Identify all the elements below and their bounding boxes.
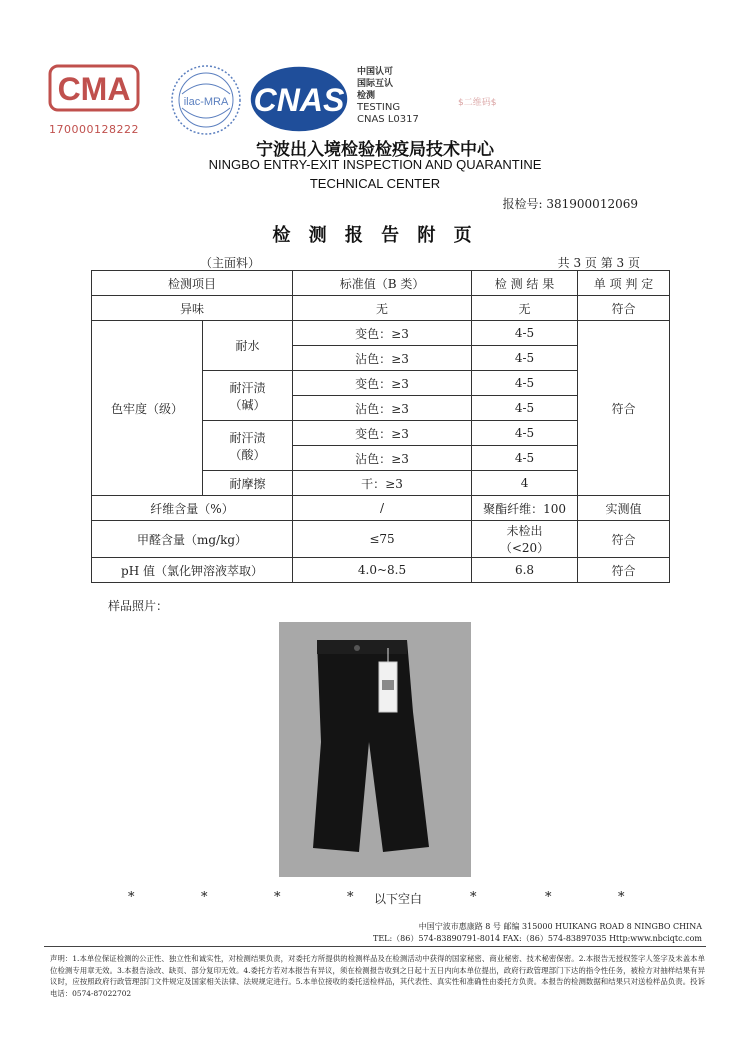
item-cell: 异味: [92, 296, 293, 321]
report-number: [503, 195, 639, 212]
standard-cell: 沾色：≥3: [293, 346, 472, 371]
result-cell: 4-5: [472, 371, 578, 396]
star-mark: *: [545, 890, 552, 905]
result-cell: 无: [472, 296, 578, 321]
cma-certificate-number: 170000128222: [49, 123, 139, 136]
end-of-content-marker: [0, 890, 750, 906]
cnas-line: 国际互认: [357, 79, 394, 89]
cma-logo: [48, 62, 140, 114]
star-mark: *: [201, 890, 208, 905]
result-cell: 4-5: [472, 346, 578, 371]
subitem-cell: [203, 421, 293, 471]
standard-cell: 变色：≥3: [293, 371, 472, 396]
item-cell: 纤维含量（%）: [92, 496, 293, 521]
footer-address: 中国宁波市惠康路 8 号 邮编 315000 HUIKANG ROAD 8 NINGBO CHINA: [418, 922, 702, 931]
ilac-mra-logo: [170, 64, 242, 136]
table-row: [92, 296, 670, 321]
table-row: [92, 521, 670, 558]
star-mark: *: [274, 890, 281, 905]
cma-logo-text: CMA: [57, 71, 131, 107]
footer-divider: [44, 946, 706, 947]
cnas-line: 中国认可: [357, 67, 394, 77]
header-cell: 标准值（B 类）: [293, 271, 472, 296]
judgement-cell: 符合: [578, 296, 670, 321]
result-line: （<20）: [499, 541, 550, 555]
header-cell: 检 测 结 果: [472, 271, 578, 296]
qr-code-placeholder: $二维码$: [458, 98, 497, 108]
standard-cell: 干：≥3: [293, 471, 472, 496]
judgement-cell: 符合: [578, 558, 670, 583]
page-count: 共 3 页 第 3 页: [557, 256, 640, 270]
footer-contact: TEL:（86）574-83890791-8014 FAX:（86）574-83897035 Http:www.nbciqtc.com: [372, 934, 702, 943]
item-cell: 色牢度（级）: [92, 321, 203, 496]
header-cell: 检测项目: [92, 271, 293, 296]
standard-cell: 沾色：≥3: [293, 396, 472, 421]
cnas-logo: [248, 64, 350, 134]
subitem-label: 耐汗渍: [229, 380, 266, 395]
judgement-cell: 实测值: [578, 496, 670, 521]
item-cell: pH 值（氯化钾溶液萃取）: [92, 558, 293, 583]
table-header-row: [92, 271, 670, 296]
subitem-cell: [203, 371, 293, 421]
report-number-value: 381900012069: [546, 197, 638, 211]
judgement-cell: 符合: [578, 321, 670, 496]
standard-cell: 沾色：≥3: [293, 446, 472, 471]
footer-disclaimer: 声明：1.本单位保证检测的公正性、独立性和诚实性，对检测结果负责，对委托方所提供的检测样品及在检测活动中获得的国家秘密、商业秘密、技术秘密保密。2.本报告无授权签字人签字及未盖本单位检测专用章无效。3.本报告涂改、缺页、部分复印无效。4.委托方若对本报告有异议，须在检测报告收到之日起十五日内向本单位提出，政府行政管理部门下达的指令性任务，被检方对抽样结果有异议时，应按照政府行政管理部门文件规定及国家相关法律、法规规定进行。5.本单位接收的委托送检样品，其代表性、真实性和准确性由委托方负责。本报告的检测数据和结果只对送检样品负责。投诉电话：0574-87022702: [50, 954, 705, 998]
subitem-label: （碱）: [229, 397, 266, 412]
table-row: [92, 496, 670, 521]
subitem-cell: 耐水: [203, 321, 293, 371]
organization-name-en-line2: TECHNICAL CENTER: [309, 176, 441, 191]
sample-photo-label: 样品照片：: [108, 599, 169, 613]
cnas-line: 检测: [357, 91, 376, 101]
sample-photo: [279, 622, 471, 877]
star-mark: *: [128, 890, 135, 905]
table-row: [92, 321, 670, 346]
ilac-logo-text: ilac-MRA: [183, 96, 229, 108]
organization-name-en-line1: NINGBO ENTRY-EXIT INSPECTION AND QUARANTINE: [208, 157, 542, 172]
star-mark: *: [618, 890, 625, 905]
header-cell: 单 项 判 定: [578, 271, 670, 296]
results-table: [91, 270, 670, 583]
standard-cell: 无: [293, 296, 472, 321]
blank-below-text: 以下空白: [374, 892, 423, 906]
result-cell: 聚酯纤维：100: [472, 496, 578, 521]
standard-cell: 变色：≥3: [293, 321, 472, 346]
cnas-line: CNAS L0317: [357, 114, 419, 125]
result-cell: 4: [472, 471, 578, 496]
result-cell: 6.8: [472, 558, 578, 583]
star-mark: *: [470, 890, 477, 905]
subitem-cell: 耐摩擦: [203, 471, 293, 496]
standard-cell: 4.0~8.5: [293, 558, 472, 583]
result-cell: [472, 521, 578, 558]
standard-cell: /: [293, 496, 472, 521]
cnas-logo-text: CNAS: [253, 82, 345, 118]
organization-name-cn: 宁波出入境检验检疫局技术中心: [256, 140, 494, 160]
result-cell: 4-5: [472, 446, 578, 471]
standard-cell: 变色：≥3: [293, 421, 472, 446]
result-cell: 4-5: [472, 321, 578, 346]
subitem-label: （酸）: [229, 447, 266, 462]
item-cell: 甲醛含量（mg/kg）: [92, 521, 293, 558]
report-number-label: 报检号:: [502, 197, 543, 211]
material-label: （主面料）: [200, 256, 261, 270]
result-cell: 4-5: [472, 396, 578, 421]
star-mark: *: [347, 890, 354, 905]
cnas-accreditation-text: [357, 66, 419, 126]
page-title: 检 测 报 告 附 页: [272, 225, 478, 246]
subitem-label: 耐汗渍: [229, 430, 266, 445]
table-row: [92, 558, 670, 583]
cnas-line: TESTING: [357, 102, 401, 113]
judgement-cell: 符合: [578, 521, 670, 558]
result-line: 未检出: [506, 524, 543, 538]
standard-cell: ≤75: [293, 521, 472, 558]
result-cell: 4-5: [472, 421, 578, 446]
